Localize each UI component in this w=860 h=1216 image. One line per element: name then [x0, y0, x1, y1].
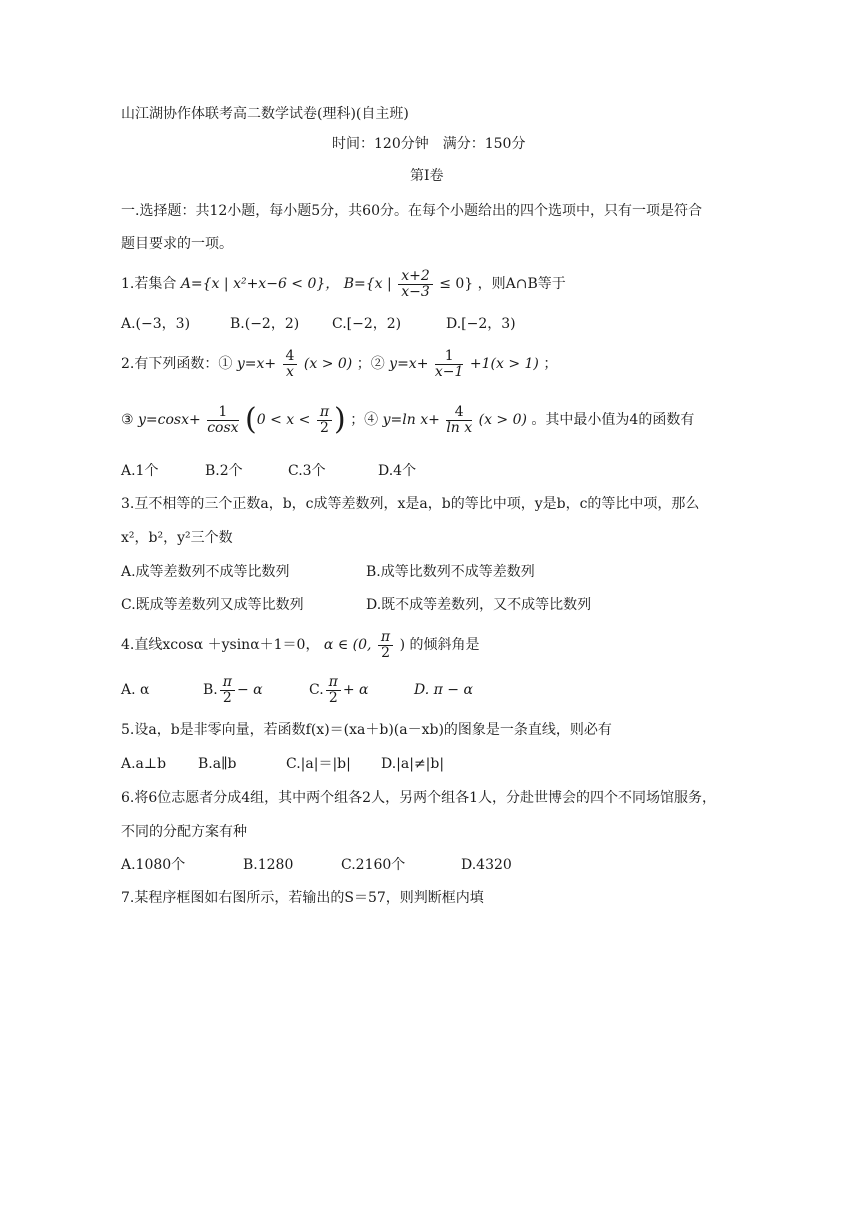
q2-option-c: C.3个	[288, 463, 326, 479]
q2-f4: y=ln x+	[382, 412, 440, 428]
question-6-line2: 不同的分配方案有种	[121, 824, 247, 840]
q6-option-c: C.2160个	[341, 857, 406, 873]
q4-cond-fraction: $\frac{\pi}{2}$	[378, 630, 393, 661]
question-2-line1: 2.有下列函数：① y=x+ $\frac{4}{x}$ (x > 0) ；② y=x+ $\frac{1}{x-1}$ +1(x > 1) ；	[121, 347, 558, 380]
q5-option-c: C.|a|＝|b|	[286, 756, 351, 772]
time-info: 时间：120分钟 满分：150分	[332, 136, 526, 152]
q2-f3-cond-fraction: $\frac{\pi}{2}$	[317, 405, 332, 436]
q4-option-c: C. $\frac{\pi}{2}$ + α	[309, 673, 369, 706]
q2-f2: y=x+	[389, 356, 429, 372]
question-3-line1: 3.互不相等的三个正数a，b，c成等差数列，x是a，b的等比中项，y是b，c的等比中项，那么	[121, 496, 700, 512]
section-intro-line1: 一.选择题：共12小题，每小题5分，共60分。在每个小题给出的四个选项中，只有一项是符合	[121, 203, 702, 219]
q1-prefix: 1.若集合	[121, 276, 177, 292]
section-intro-line2: 题目要求的一项。	[121, 236, 233, 252]
q2-f3: y=cosx+	[138, 412, 201, 428]
q3-option-b: B.成等比数列不成等差数列	[366, 564, 535, 580]
q2-f4-fraction: $\frac{4}{\text{ln x}}$	[446, 403, 473, 436]
q1-set-b-pre: B={x |	[343, 276, 392, 292]
q5-option-d: D.|a|≠|b|	[381, 756, 445, 772]
q1-option-c: C.[−2，2)	[332, 316, 402, 332]
q3-option-c: C.既成等差数列又成等比数列	[121, 597, 304, 613]
q6-option-b: B.1280	[243, 857, 294, 873]
q4-option-d: D. π − α	[414, 682, 473, 698]
q6-option-d: D.4320	[461, 857, 512, 873]
q3-option-d: D.既不成等差数列，又不成等比数列	[366, 597, 592, 613]
q1-set-a: A={x | x²+x−6 < 0}，	[180, 276, 340, 292]
q1-fraction: $\frac{x+2}{x-3}$	[398, 269, 433, 300]
q2-option-b: B.2个	[205, 463, 243, 479]
q2-option-a: A.1个	[121, 463, 159, 479]
q1-suffix: ，则A∩B等于	[477, 276, 566, 292]
q5-option-b: B.a∥b	[198, 756, 237, 772]
q1-option-a: A.(−3，3)	[121, 316, 191, 332]
q4-option-b: B. $\frac{\pi}{2}$ − α	[203, 673, 263, 706]
q1-set-b-post: ≤ 0}	[439, 276, 474, 292]
q1-option-d: D.[−2，3)	[446, 316, 516, 332]
q5-option-a: A.a⊥b	[121, 756, 167, 772]
question-2-line2: ③ y=cosx+ $\frac{1}{\cos x}$ (0 < x < $\frac{\pi}{2}$ ) ；④ y=ln x+ $\frac{4}{\text{ln x}}$ (x > 0) 。其中最小值为4的函数有	[121, 402, 695, 437]
q2-f2-fraction: $\frac{1}{x-1}$	[434, 347, 464, 380]
q2-f1-fraction: $\frac{4}{x}$	[283, 349, 298, 380]
volume-label: 第Ⅰ卷	[410, 168, 444, 184]
question-5: 5.设a，b是非零向量，若函数f(x)＝(xa＋b)(a－xb)的图象是一条直线，则必有	[121, 722, 612, 738]
q2-option-d: D.4个	[378, 463, 417, 479]
q2-f3-fraction: $\frac{1}{\cos x}$	[207, 403, 239, 436]
q1-option-b: B.(−2，2)	[230, 316, 300, 332]
q6-option-a: A.1080个	[121, 857, 186, 873]
question-7: 7.某程序框图如右图所示，若输出的S＝57，则判断框内填	[121, 890, 484, 906]
q2-f1: y=x+	[236, 356, 277, 372]
question-6-line1: 6.将6位志愿者分成4组，其中两个组各2人，另两个组各1人，分赴世博会的四个不同场馆服务，	[121, 790, 716, 806]
q3-option-a: A.成等差数列不成等比数列	[121, 564, 290, 580]
question-1	[121, 266, 566, 302]
question-4: 4.直线xcosα ＋ysinα＋1＝0， α ∈ (0, $\frac{\pi}{2}$ ) 的倾斜角是	[121, 628, 480, 661]
q4-option-a: A. α	[121, 682, 150, 698]
exam-title: 山江湖协作体联考高二数学试卷(理科)(自主班)	[121, 106, 409, 122]
question-3-line2: x²，b²，y²三个数	[121, 530, 233, 546]
